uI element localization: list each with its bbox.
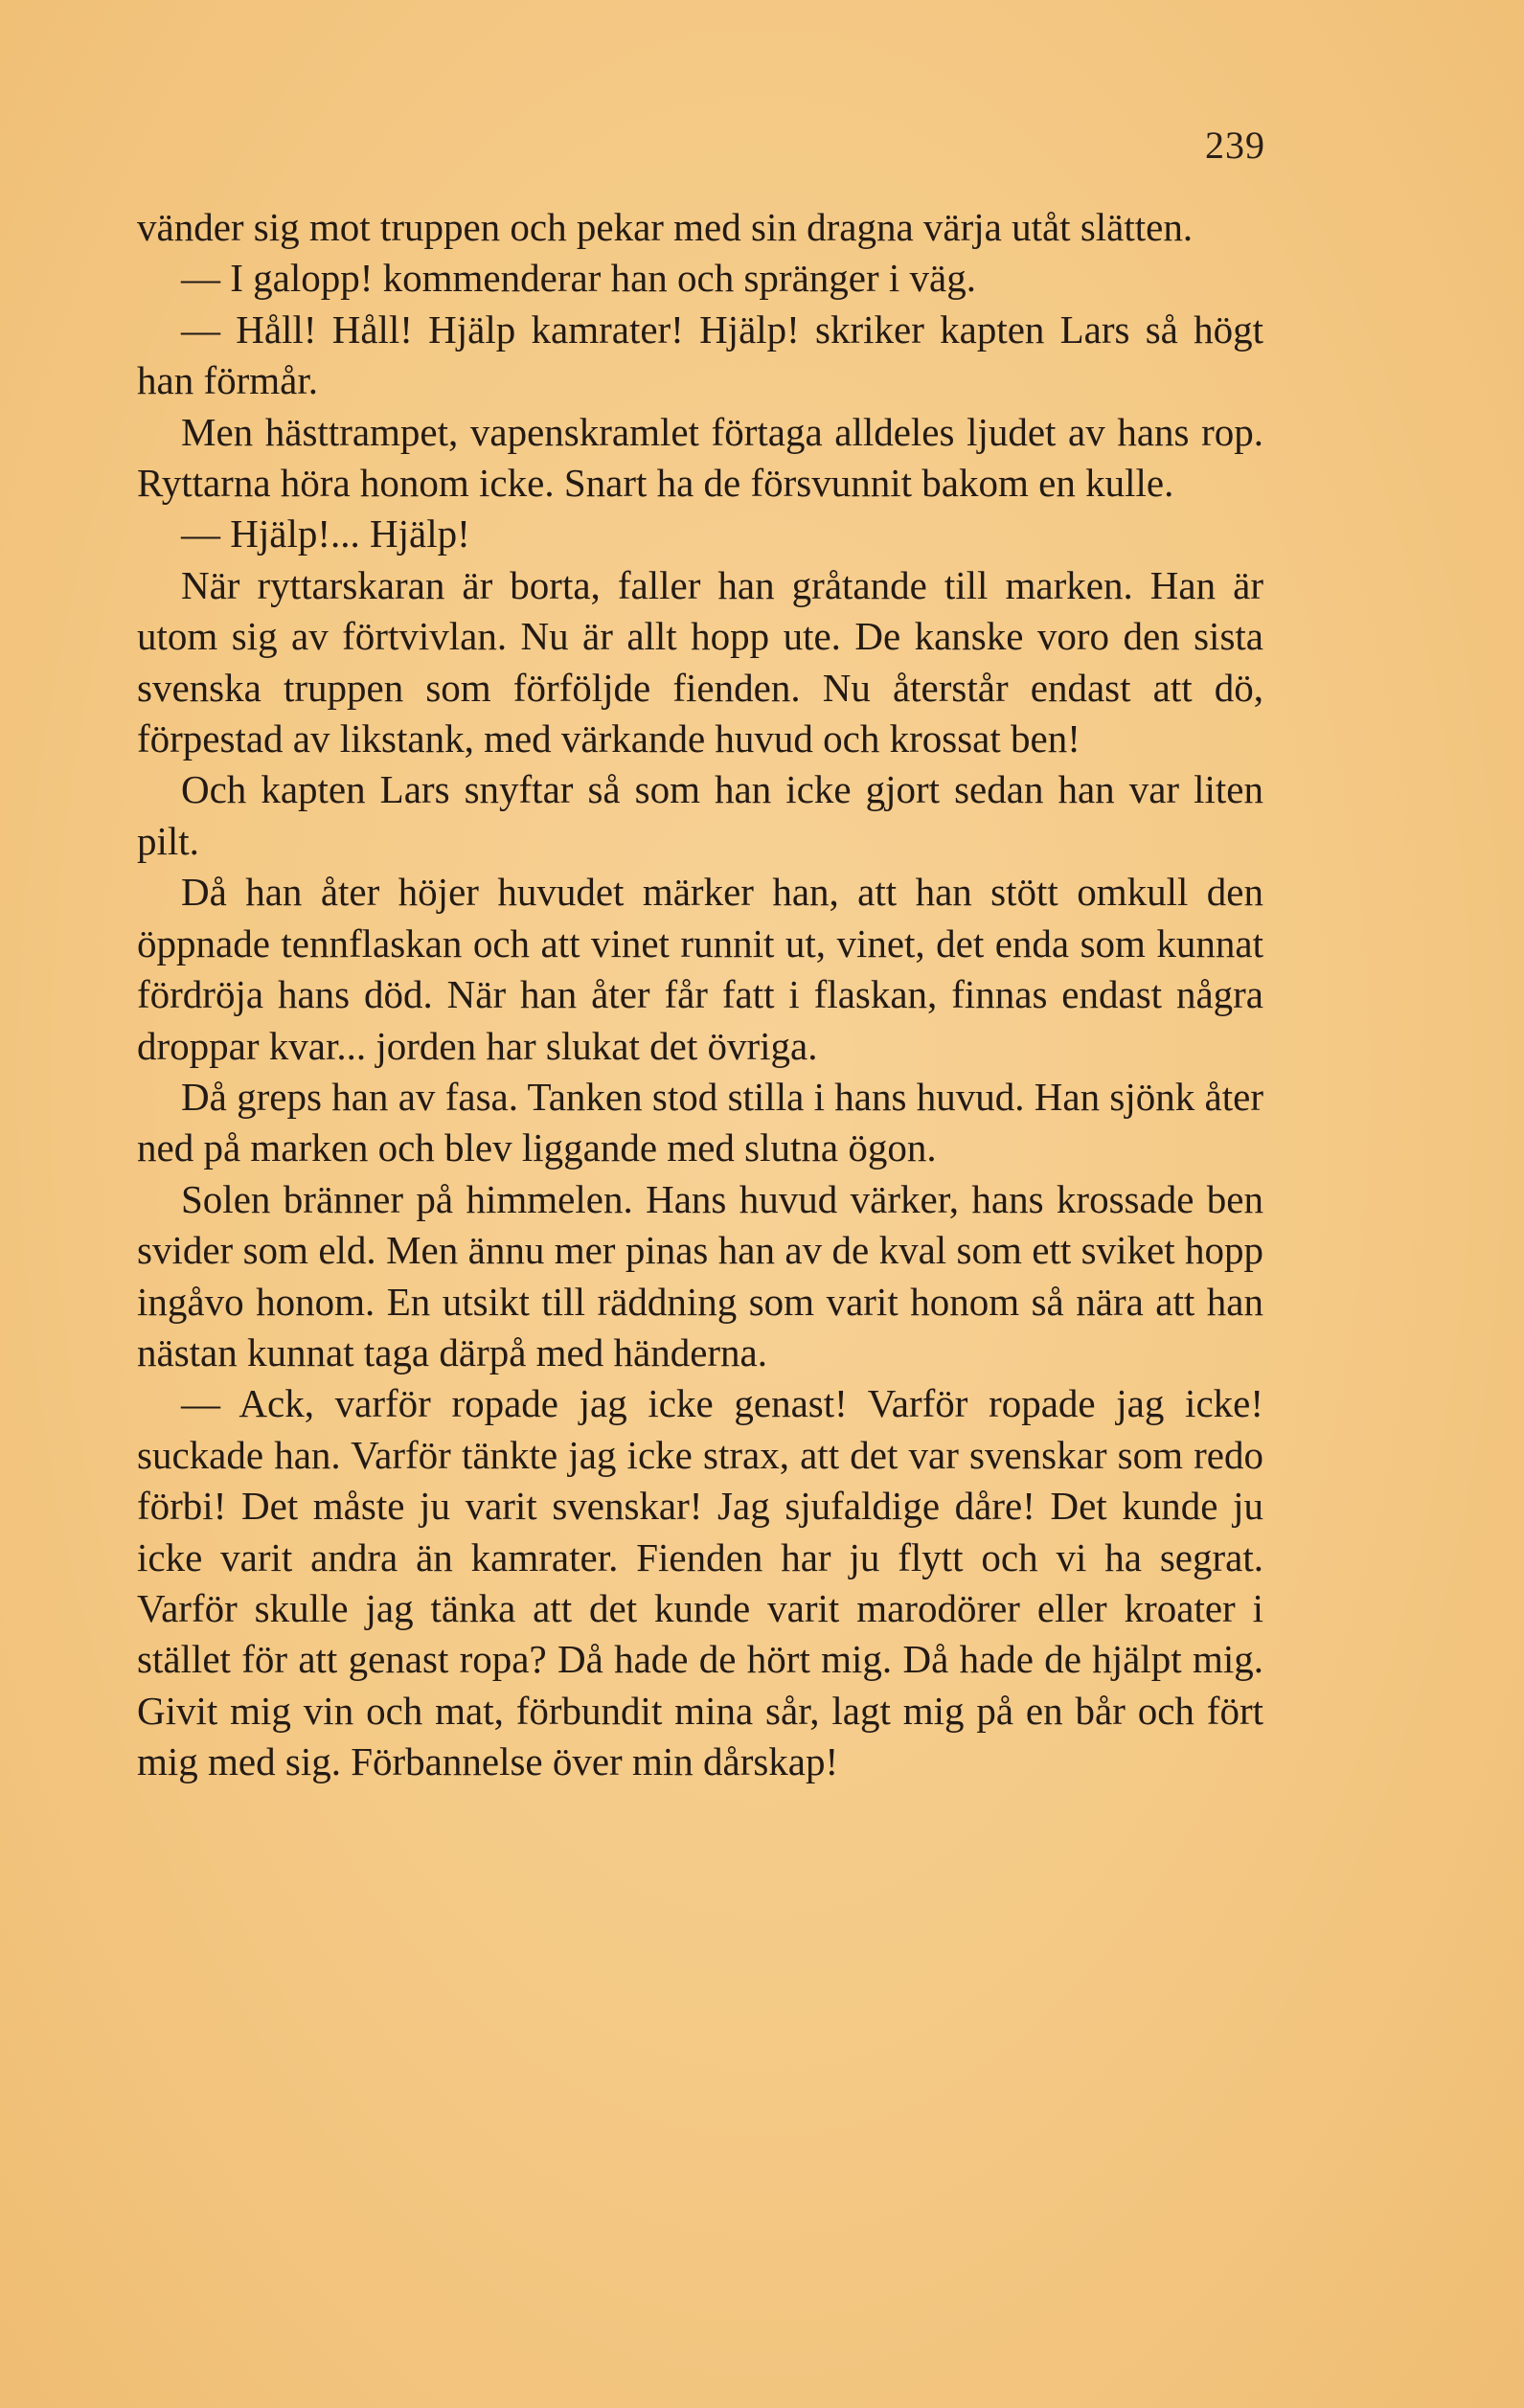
paragraph: — I galopp! kommenderar han och spränger i väg.: [181, 256, 976, 301]
paragraph: Men hästtrampet, vapenskramlet förtaga alldeles ljudet av hans rop. Ryttarna höra honom icke. Snart ha de försvunnit bakom en kulle.: [137, 409, 1263, 506]
paragraph: — Håll! Håll! Hjälp kamrater! Hjälp! skriker kapten Lars så högt han förmår.: [137, 307, 1263, 403]
page-number: 239: [1205, 124, 1265, 167]
body-text: [137, 202, 1263, 1788]
paragraph: Och kapten Lars snyftar så som han icke gjort sedan han var liten pilt.: [137, 767, 1263, 863]
paragraph: När ryttarskaran är borta, faller han gråtande till marken. Han är utom sig av förtvivlan. Nu är allt hopp ute. De kanske voro den sista svenska truppen som förföljde fienden. Nu återstår endast att dö, förpestad av likstank, med värkande huvud och krossat ben!: [137, 562, 1263, 761]
paragraph: vänder sig mot truppen och pekar med sin dragna värja utåt slätten.: [137, 205, 1194, 249]
paragraph: Då greps han av fasa. Tanken stod stilla i hans huvud. Han sjönk åter ned på marken och blev liggande med slutna ögon.: [137, 1074, 1263, 1170]
paragraph: — Ack, varför ropade jag icke genast! Varför ropade jag icke! suckade han. Varför tänkte jag icke strax, att det var svenskar som redo förbi! Det måste ju varit svenskar! Jag sjufaldige dåre! Det kunde ju icke varit andra än kamrater. Fienden har ju flytt och vi ha segrat. Varför skulle jag tänka att det kunde varit marodörer eller kroater i stället för att genast ropa? Då hade de hört mig. Då hade de hjälpt mig. Givit mig vin och mat, förbundit mina sår, lagt mig på en bår och fört mig med sig. Förbannelse över min dårskap!: [137, 1381, 1263, 1784]
paragraph: — Hjälp!... Hjälp!: [181, 511, 470, 557]
paragraph: Då han åter höjer huvudet märker han, att han stött omkull den öppnade tennflaskan och att vinet runnit ut, vinet, det enda som kunnat fördröja hans död. När han åter får fatt i flaskan, finnas endast några droppar kvar... jorden har slukat det övriga.: [137, 870, 1263, 1068]
paragraph: Solen bränner på himmelen. Hans huvud värker, hans krossade ben svider som eld. Men ännu mer pinas han av de kval som ett sviket hopp ingåvo honom. En utsikt till räddning som varit honom så nära att han nästan kunnat taga därpå med händerna.: [137, 1176, 1263, 1374]
